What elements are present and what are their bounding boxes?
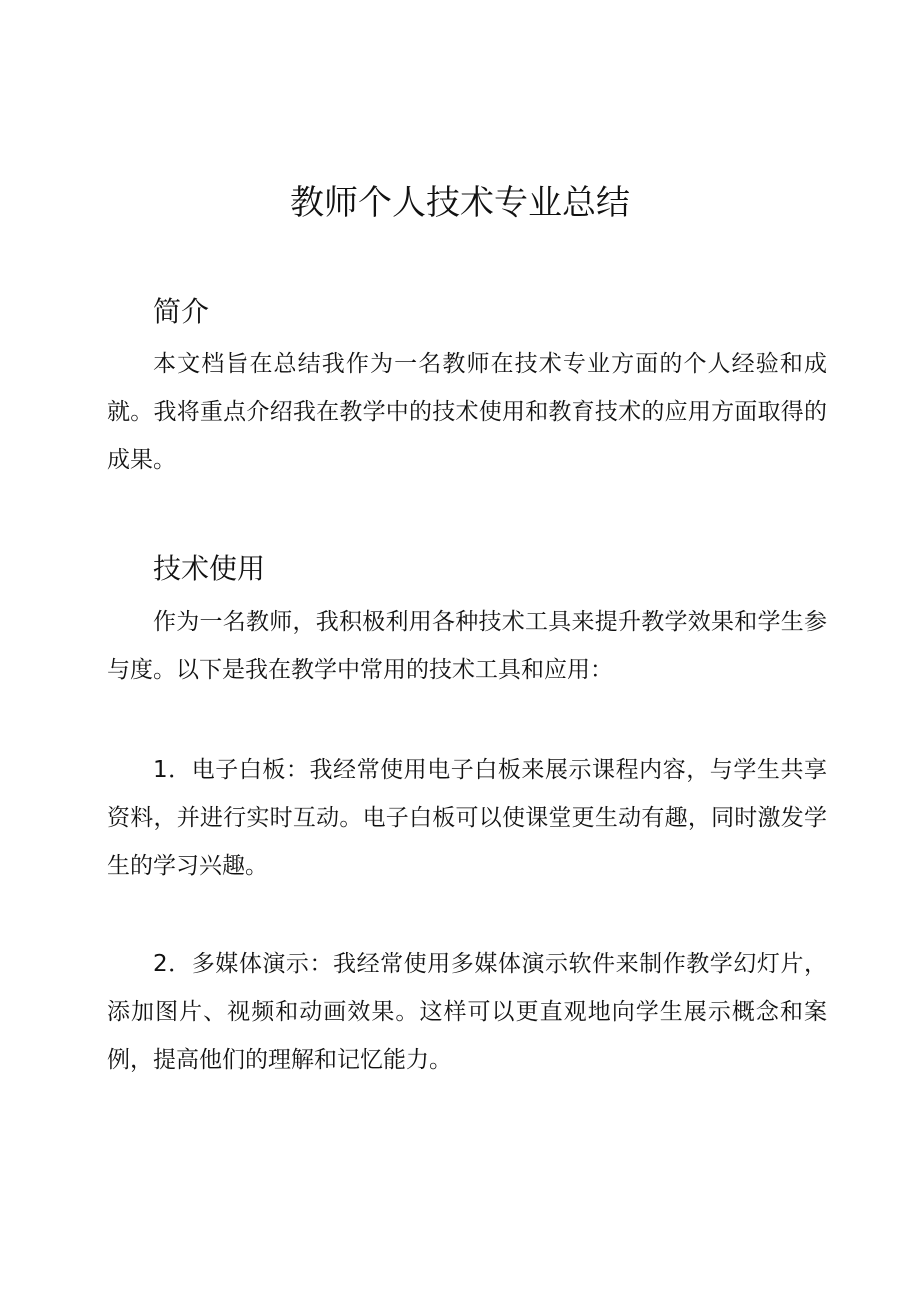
list-item-multimedia: 2．多媒体演示：我经常使用多媒体演示软件来制作教学幻灯片，添加图片、视频和动画效果。这样可以更直观地向学生展示概念和案例，提高他们的理解和记忆能力。	[107, 951, 827, 1073]
document-title: 教师个人技术专业总结	[290, 183, 630, 223]
intro-paragraph: 本文档旨在总结我作为一名教师在技术专业方面的个人经验和成就。我将重点介绍我在教学中的技术使用和教育技术的应用方面取得的成果。	[107, 351, 827, 473]
section-heading-tech-use: 技术使用	[153, 552, 266, 585]
tech-use-paragraph: 作为一名教师，我积极利用各种技术工具来提升教学效果和学生参与度。以下是我在教学中常用的技术工具和应用：	[107, 609, 827, 683]
list-item-whiteboard: 1．电子白板：我经常使用电子白板来展示课程内容，与学生共享资料，并进行实时互动。电子白板可以使课堂更生动有趣，同时激发学生的学习兴趣。	[107, 757, 827, 879]
section-heading-intro: 简介	[153, 295, 210, 328]
